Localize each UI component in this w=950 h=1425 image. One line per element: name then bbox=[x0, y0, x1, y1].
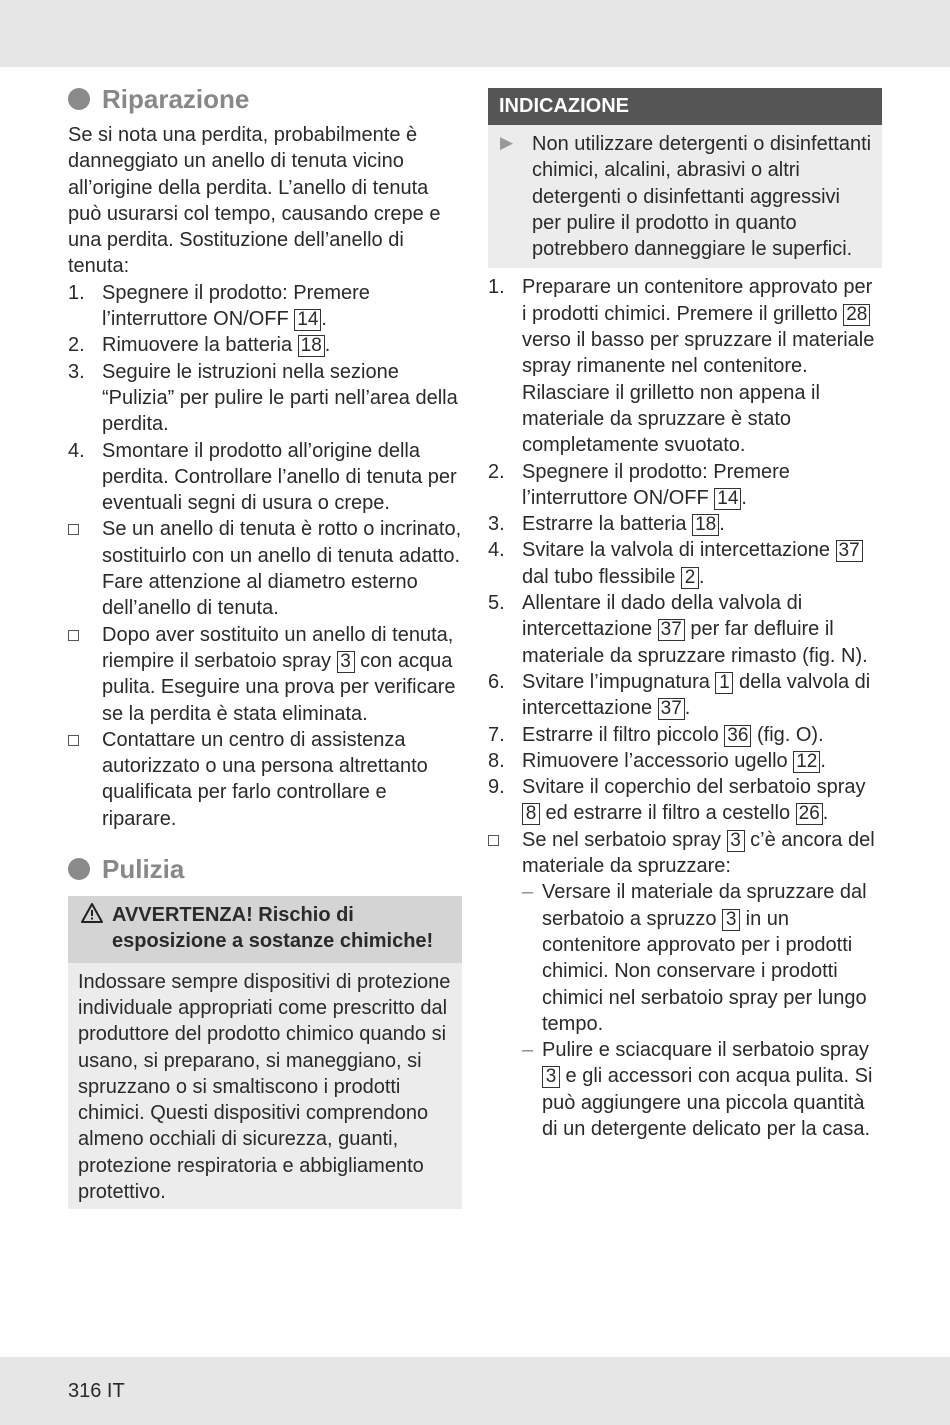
part-ref: 37 bbox=[836, 540, 863, 562]
note-header: INDICAZIONE bbox=[488, 88, 882, 125]
list-item: 1. Preparare un contenitore approvato per i prodotti chimici. Premere il grilletto 28 verso il basso per spruzzare il materiale spray rimanente nel contenitore. Rilasciare il grilletto non appena il materiale da spruzzare è stato completamente svuotato. bbox=[488, 276, 875, 457]
part-ref: 12 bbox=[793, 751, 820, 773]
part-ref: 8 bbox=[522, 803, 540, 825]
list-item: 1. Spegnere il prodotto: Premere l’interruttore ON/OFF 14 . bbox=[68, 281, 370, 331]
part-ref: 36 bbox=[724, 725, 751, 747]
warning-header: AVVERTENZA! Rischio di esposizione a sostanze chimiche! bbox=[68, 896, 462, 963]
list-item: 5. Allentare il dado della valvola di intercettazione 37 per far defluire il materiale da spruzzare rimasto (fig. N). bbox=[488, 592, 868, 667]
part-ref: 28 bbox=[843, 304, 870, 326]
top-band bbox=[0, 0, 950, 67]
part-ref: 3 bbox=[722, 909, 740, 931]
checkbox-square-icon bbox=[488, 835, 499, 846]
section-title-riparazione: Riparazione bbox=[68, 82, 462, 116]
check-item: Se nel serbatoio spray 3 c’è ancora del materiale da spruzzare: bbox=[488, 827, 882, 880]
list-item: 2. Rimuovere la batteria 18 . bbox=[68, 334, 331, 357]
list-item: 8. Rimuovere l’accessorio ugello 12 . bbox=[488, 749, 826, 772]
page-number: 316 IT bbox=[68, 1380, 125, 1402]
list-item: 3. Estrarre la batteria 18 . bbox=[488, 513, 725, 536]
list-item: 4. Smontare il prodotto all’origine della perdita. Controllare l’anello di tenuta per eventuali segni di usura o crepe. bbox=[68, 439, 457, 515]
list-item: 6. Svitare l’impugnatura 1 della valvola di intercettazione 37 . bbox=[488, 670, 871, 720]
warning-triangle-icon bbox=[80, 902, 112, 955]
check-item: Se un anello di tenuta è rotto o incrinato, sostituirlo con un anello di tenuta adatto. Fare attenzione al diametro esterno dell’anello di tenuta. bbox=[68, 516, 462, 621]
part-ref: 14 bbox=[714, 488, 741, 510]
part-ref: 2 bbox=[681, 567, 699, 589]
play-arrow-icon: ▶ bbox=[500, 133, 514, 152]
checkbox-square-icon bbox=[68, 524, 79, 535]
check-item: Dopo aver sostituito un anello di tenuta, riempire il serbatoio spray 3 con acqua pulita. Eseguire una prova per verificare se la perdita è stata eliminata. bbox=[68, 622, 462, 727]
list-item: 2. Spegnere il prodotto: Premere l’interruttore ON/OFF 14 . bbox=[488, 460, 790, 509]
part-ref: 3 bbox=[542, 1066, 560, 1088]
part-ref: 1 bbox=[715, 672, 733, 694]
part-ref: 18 bbox=[298, 335, 325, 357]
section-bullet-icon bbox=[68, 88, 90, 110]
list-item: 4. Svitare la valvola di intercettazione 37 dal tubo flessibile 2 . bbox=[488, 537, 882, 590]
section-title-pulizia: Pulizia bbox=[68, 852, 462, 886]
checkbox-square-icon bbox=[68, 735, 79, 746]
left-column bbox=[68, 82, 462, 1209]
list-item: 9. Svitare il coperchio del serbatoio spray 8 ed estrarre il filtro a cestello 26 . bbox=[488, 776, 866, 825]
part-ref: 3 bbox=[727, 830, 745, 852]
section-bullet-icon bbox=[68, 858, 90, 880]
check-item: Contattare un centro di assistenza autorizzato o una persona altrettanto qualificata per farlo controllare e riparare. bbox=[68, 727, 462, 832]
warning-body: Indossare sempre dispositivi di protezione individuale appropriati come prescritto dal produttore del prodotto chimico quando si usano, si preparano, si maneggiano, si spruzzano o si smaltiscono i prodotti chimici. Questi dispositivi comprendono almeno occhiali di sicurezza, guanti, protezione respiratoria e abbigliamento protettivo. bbox=[68, 963, 462, 1210]
right-column bbox=[488, 82, 882, 1142]
bottom-band bbox=[0, 1357, 950, 1425]
sub-item: – Versare il materiale da spruzzare dal serbatoio a spruzzo 3 in un contenitore approvato per i prodotti chimici. Non conservare i prodotti chimici nel serbatoio spray per lungo tempo. bbox=[522, 881, 867, 1035]
sub-item: – Pulire e sciacquare il serbatoio spray 3 e gli accessori con acqua pulita. Si può aggiungere una piccola quantità di un detergente delicato per la casa. bbox=[522, 1039, 873, 1140]
repair-intro: Se si nota una perdita, probabilmente è danneggiato un anello di tenuta vicino all’origine della perdita. L’anello di tenuta può usurarsi col tempo, causando crepe e una perdita. Sostituzione dell’anello di tenuta: bbox=[68, 124, 441, 278]
part-ref: 3 bbox=[337, 651, 355, 673]
part-ref: 26 bbox=[796, 803, 823, 825]
list-item: 7. Estrarre il filtro piccolo 36 (fig. O). bbox=[488, 723, 824, 746]
part-ref: 14 bbox=[294, 309, 321, 331]
part-ref: 37 bbox=[658, 619, 685, 641]
note-body: ▶ Non utilizzare detergenti o disinfettanti chimici, alcalini, abrasivi o altri detergenti o disinfettanti aggressivi per pulire il prodotto in quanto potrebbero danneggiare le superfici. bbox=[488, 125, 882, 268]
part-ref: 37 bbox=[658, 698, 685, 720]
checkbox-square-icon bbox=[68, 630, 79, 641]
part-ref: 18 bbox=[692, 514, 719, 536]
list-item: 3. Seguire le istruzioni nella sezione “Pulizia” per pulire le parti nell’area della perdita. bbox=[68, 360, 458, 436]
